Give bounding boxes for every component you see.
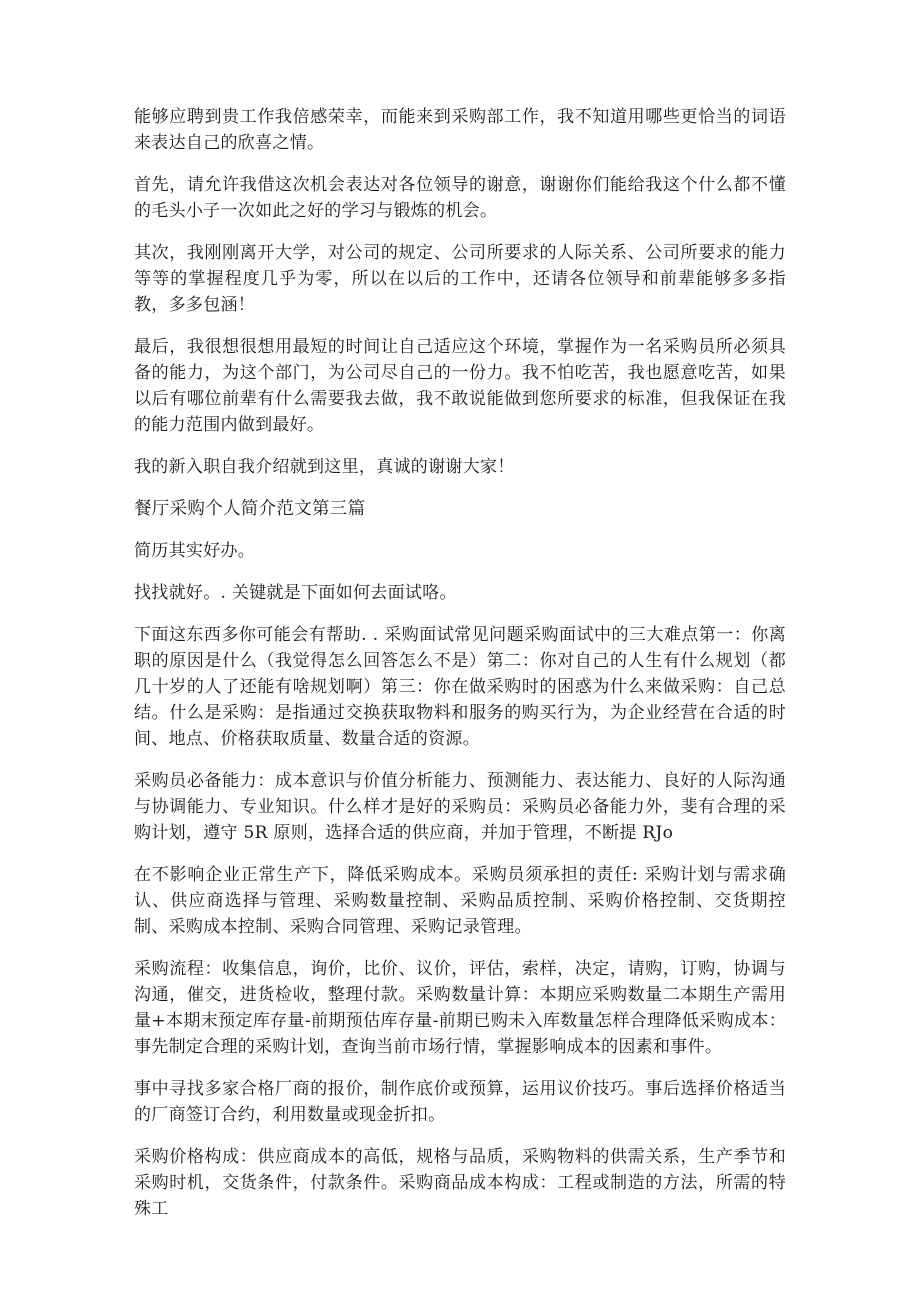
paragraph-thanks: 首先，请允许我借这次机会表达对各位领导的谢意，谢谢你们能给我这个什么都不懂的毛头小子一次如此之好的学习与锻炼的机会。 <box>134 175 786 221</box>
paragraph-responsibilities: 在不影响企业正常生产下，降低采购成本。采购员须承担的责任: 采购计划与需求确认、供应商选择与管理、采购数量控制、采购品质控制、采购价格控制、交货期控制、采购成本控制、采购合同管理、采购记录管理。 <box>134 865 786 937</box>
paragraph-closing: 我的新入职自我介绍就到这里，真诚的谢谢大家！ <box>134 457 515 477</box>
paragraph-interview-questions: 下面这东西多你可能会有帮助. . 采购面试常见问题采购面试中的三大难点第一：你离职的原因是什么（我觉得怎么回答怎么不是）第二：你对自己的人生有什么规划（都几十岁的人了还能有啥规划啊）第三：你在做采购时的困惑为什么来做采购：自己总结。什么是采购：是指通过交换获取物料和服务的购买行为，为企业经营在合适的时间、地点、价格获取质量、数量合适的资源。 <box>134 625 786 749</box>
paragraph-negotiation: 事中寻找多家合格厂商的报价，制作底价或预算，运用议价技巧。事后选择价格适当的厂商签订合约，利用数量或现金折扣。 <box>134 1079 786 1125</box>
paragraph-intro: 能够应聘到贵工作我倍感荣幸，而能来到采购部工作，我不知道用哪些更恰当的词语来表达自己的欣喜之情。 <box>134 107 786 153</box>
section-heading: 餐厅采购个人简介范文第三篇 <box>134 499 366 519</box>
document-page <box>134 104 786 1238</box>
paragraph-abilities: 采购员必备能力：成本意识与价值分析能力、预测能力、表达能力、良好的人际沟通与协调能力、专业知识。什么样才是好的采购员：采购员必备能力外，斐有合理的采购计划，遵守 5R 原则，选择合适的供应商，并加于管理，不断提 RJo <box>134 771 786 843</box>
paragraph-second: 其次，我刚刚离开大学，对公司的规定、公司所要求的人际关系、公司所要求的能力等等的掌握程度几乎为零，所以在以后的工作中，还请各位领导和前辈能够多多指教，多多包涵！ <box>134 243 786 315</box>
paragraph-resume: 简历其实好办。 <box>134 541 256 561</box>
paragraph-find: 找找就好。. 关键就是下面如何去面试咯。 <box>134 583 457 603</box>
paragraph-pricing: 采购价格构成：供应商成本的高低，规格与品质，采购物料的供需关系，生产季节和采购时机，交货条件，付款条件。采购商品成本构成：工程或制造的方法，所需的特殊工 <box>134 1147 786 1219</box>
paragraph-process: 采购流程：收集信息，询价，比价、议价，评估，索样，决定，请购，订购，协调与沟通，催交，进货检收，整理付款。采购数量计算：本期应采购数量二本期生产需用量+本期末预定库存量-前期预估库存量-前期已购未入库数量怎样合理降低采购成本：事先制定合理的采购计划，查询当前市场行情，掌握影响成本的因素和事件。 <box>134 959 786 1057</box>
paragraph-last: 最后，我很想很想用最短的时间让自己适应这个环境，掌握作为一名采购员所必须具备的能力，为这个部门，为公司尽自己的一份力。我不怕吃苦，我也愿意吃苦，如果以后有哪位前辈有什么需要我去做，我不敢说能做到您所要求的标准，但我保证在我的能力范围内做到最好。 <box>134 337 786 435</box>
